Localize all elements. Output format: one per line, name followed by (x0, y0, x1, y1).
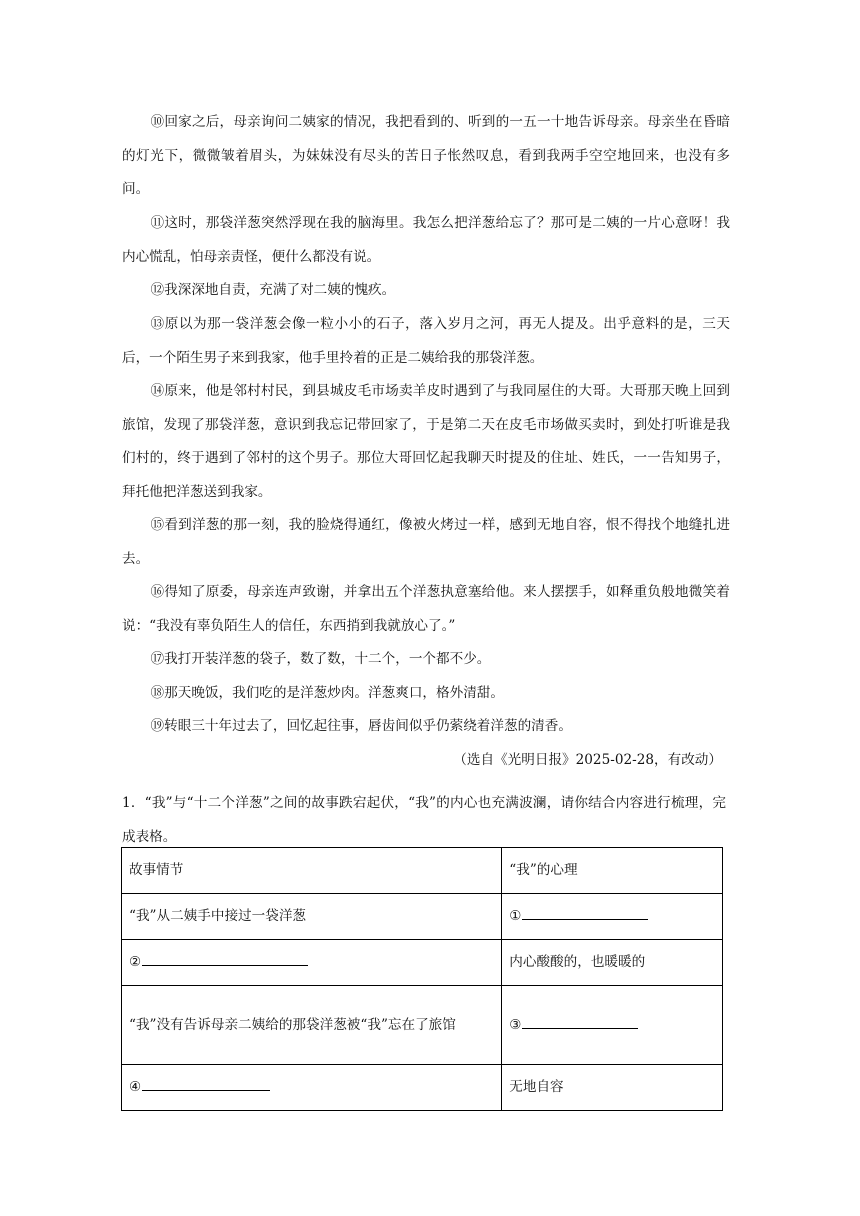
row1-mind-blank[interactable] (502, 894, 723, 940)
table-header-row (122, 848, 723, 894)
row4-plot-blank[interactable] (122, 1065, 502, 1111)
table-row (122, 894, 723, 940)
answer-table (121, 847, 723, 1111)
blank-label: ④ (129, 1079, 142, 1095)
paragraph-18: ⑱那天晚饭，我们吃的是洋葱炒肉。洋葱爽口，格外清甜。 (150, 685, 504, 701)
paragraph-15: ⑮看到洋葱的那一刻，我的脸烧得通红，像被火烤过一样，感到无地自容，恨不得找个地缝扎进去。 (122, 517, 730, 567)
answer-line (522, 902, 648, 920)
answer-line (142, 948, 308, 966)
row3-plot: “我”没有告诉母亲二姨给的那袋洋葱被“我”忘在了旅馆 (122, 986, 502, 1065)
row3-mind-blank[interactable] (502, 986, 723, 1065)
blank-label: ② (129, 954, 142, 970)
source-citation: （选自《光明日报》2025-02-28，有改动） (453, 752, 722, 768)
table-row (122, 986, 723, 1065)
answer-line (522, 1011, 638, 1029)
paragraph-17: ⑰我打开装洋葱的袋子，数了数，十二个，一个都不少。 (150, 651, 491, 667)
header-plot: 故事情节 (122, 848, 502, 894)
blank-label: ① (509, 908, 522, 924)
row2-plot-blank[interactable] (122, 940, 502, 986)
paragraph-10: ⑩回家之后，母亲询问二姨家的情况，我把看到的、听到的一五一十地告诉母亲。母亲坐在昏暗的灯光下，微微皱着眉头，为妹妹没有尽头的苦日子怅然叹息，看到我两手空空地回来，也没有多问。 (122, 114, 730, 197)
question-1: 1．“我”与“十二个洋葱”之间的故事跌宕起伏，“我”的内心也充满波澜，请你结合内容进行梳理，完成表格。 (122, 795, 726, 845)
paragraph-16: ⑯得知了原委，母亲连声致谢，并拿出五个洋葱执意塞给他。来人摆摆手，如释重负般地微笑着说：“我没有辜负陌生人的信任，东西捎到我就放心了。” (122, 584, 730, 634)
table-row (122, 940, 723, 986)
table-row (122, 1065, 723, 1111)
paragraph-19: ⑲转眼三十年过去了，回忆起往事，唇齿间似乎仍萦绕着洋葱的清香。 (150, 718, 572, 734)
header-mind: “我”的心理 (502, 848, 723, 894)
paragraph-11: ⑪这时，那袋洋葱突然浮现在我的脑海里。我怎么把洋葱给忘了？那可是二姨的一片心意呀！我内心慌乱，怕母亲责怪，便什么都没有说。 (122, 215, 730, 265)
blank-label: ③ (509, 1016, 522, 1033)
paragraph-12: ⑫我深深地自责，充满了对二姨的愧疚。 (150, 282, 396, 298)
paragraph-14: ⑭原来，他是邻村村民，到县城皮毛市场卖羊皮时遇到了与我同屋住的大哥。大哥那天晚上回到旅馆，发现了那袋洋葱，意识到我忘记带回家了，于是第二天在皮毛市场做买卖时，到处打听谁是我们村的，终于遇到了邻村的这个男子。那位大哥回忆起我聊天时提及的住址、姓氏，一一告知男子，拜托他把洋葱送到我家。 (122, 383, 730, 500)
row2-mind: 内心酸酸的，也暖暖的 (502, 940, 723, 986)
row1-plot: “我”从二姨手中接过一袋洋葱 (122, 894, 502, 940)
paragraph-13: ⑬原以为那一袋洋葱会像一粒小小的石子，落入岁月之河，再无人提及。出乎意料的是，三天后，一个陌生男子来到我家，他手里拎着的正是二姨给我的那袋洋葱。 (122, 316, 730, 366)
row4-mind: 无地自容 (502, 1065, 723, 1111)
answer-line (142, 1073, 270, 1091)
